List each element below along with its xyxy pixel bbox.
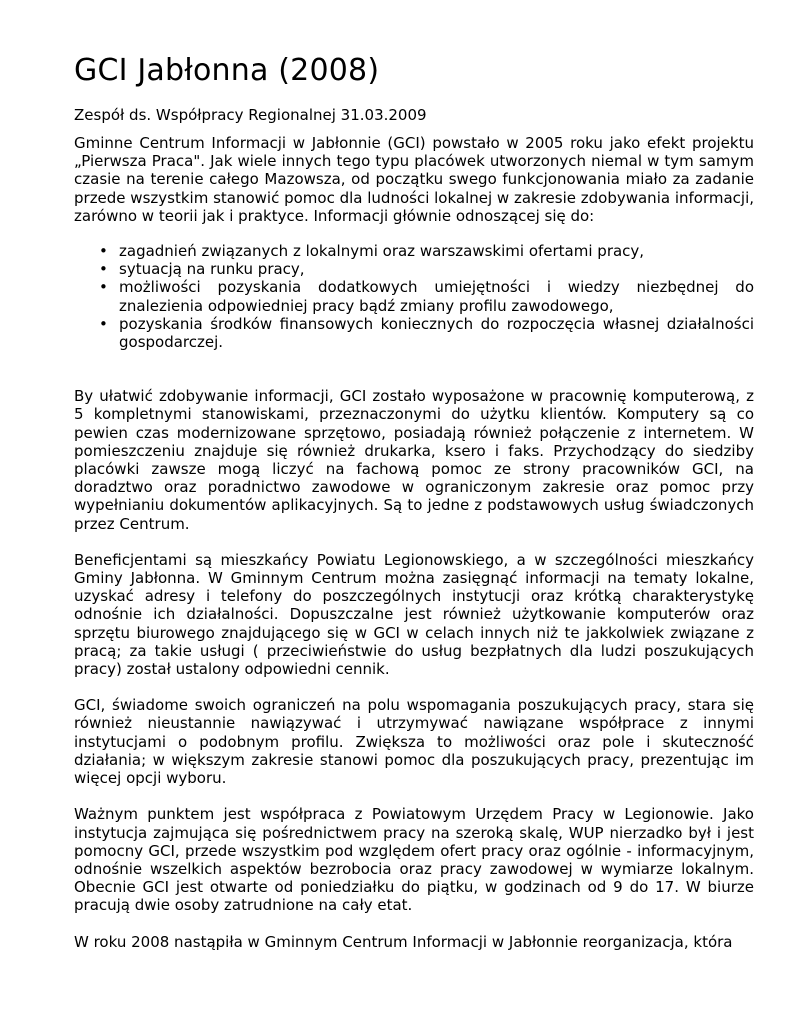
- bullet-icon: •: [99, 314, 108, 333]
- list-item: [99, 314, 754, 352]
- body-paragraph-reorganization: W roku 2008 nastąpiła w Gminnym Centrum Informacji w Jabłonnie reorganizacja, która: [74, 932, 733, 951]
- document-title: GCI Jabłonna (2008): [74, 53, 380, 88]
- body-paragraph-cooperation: GCI, świadome swoich ograniczeń na polu wspomagania poszukujących pracy, stara się również nieustannie nawiązywać i utrzymywać nawiązane współprace z innymi instytucjami o podobnym profilu. Zwiększa to możliwości oraz pole i skuteczność działania; w większym zakresie stanowi pomoc dla poszukujących pracy, prezentując im więcej opcji wyboru.: [74, 696, 754, 788]
- list-item: [99, 278, 754, 315]
- document-subtitle: Zespół ds. Współpracy Regionalnej 31.03.2009: [74, 106, 427, 124]
- body-paragraph-labour-office: Ważnym punktem jest współpraca z Powiatowym Urzędem Pracy w Legionowie. Jako instytucja zajmująca się pośrednictwem pracy na szeroką skalę, WUP nierzadko był i jest pomocny GCI, przede wszystkim pod względem ofert pracy oraz ogólnie - informacyjnym, odnośnie wszelkich aspektów bezrobocia oraz pracy zawodowej w wymiarze lokalnym. Obecnie GCI jest otwarte od poniedziałku do piątku, w godzinach od 9 do 17. W biurze pracują dwie osoby zatrudnione na cały etat.: [74, 805, 754, 915]
- document-page: [74, 52, 754, 951]
- bullet-icon: •: [99, 242, 108, 261]
- list-item-text: pozyskania środków finansowych koniecznych do rozpoczęcia własnej działalności gospodarczej.: [119, 314, 754, 352]
- list-item-text: możliwości pozyskania dodatkowych umiejętności i wiedzy niezbędnej do znalezienia odpowiedniej pracy bądź zmiany profilu zawodowego,: [119, 278, 754, 315]
- list-item-text: zagadnień związanych z lokalnymi oraz warszawskimi ofertami pracy,: [119, 242, 645, 261]
- list-item: [99, 260, 754, 279]
- bullet-icon: •: [99, 260, 108, 279]
- body-paragraph-beneficiaries: Beneficjentami są mieszkańcy Powiatu Legionowskiego, a w szczególności mieszkańcy Gminy Jabłonna. W Gminnym Centrum można zasięgnąć informacji na tematy lokalne, uzyskać adresy i telefony do poszczególnych instytucji oraz krótką charakterystykę odnośnie ich działalności. Dopuszczalne jest również użytkowanie komputerów oraz sprzętu biurowego znajdującego się w GCI w celach innych niż te jakkolwiek związane z pracą; za takie usługi ( przeciwieństwie do usług bezpłatnych dla ludzi poszukujących pracy) został ustalony odpowiedni cennik.: [74, 550, 754, 679]
- intro-paragraph: Gminne Centrum Informacji w Jabłonnie (GCI) powstało w 2005 roku jako efekt projektu „Pierwsza Praca". Jak wiele innych tego typu placówek utworzonych niemal w tym samym czasie na terenie całego Mazowsza, od początku swego funkcjonowania miało za zadanie przede wszystkim stanowić pomoc dla ludności lokalnej w zakresie zdobywania informacji, zarówno w teorii jak i praktyce. Informacji głównie odnoszącej się do:: [74, 134, 755, 225]
- body-paragraph-computer-lab: By ułatwić zdobywanie informacji, GCI zostało wyposażone w pracownię komputerową, z 5 kompletnymi stanowiskami, przeznaczonymi do użytku klientów. Komputery są co pewien czas modernizowane sprzętowo, posiadają również połączenie z internetem. W pomieszczeniu znajduje się również drukarka, ksero i faks. Przychodzący do siedziby placówki zawsze mogą liczyć na fachową pomoc ze strony pracowników GCI, na doradztwo oraz poradnictwo zawodowe w ograniczonym zakresie oraz pomoc przy wypełnianiu dokumentów aplikacyjnych. Są to jedne z podstawowych usług świadczonych przez Centrum.: [74, 387, 754, 533]
- list-item: [99, 242, 754, 261]
- bullet-icon: •: [99, 278, 108, 297]
- bullet-list: [74, 242, 754, 351]
- list-item-text: sytuacją na runku pracy,: [119, 260, 305, 279]
